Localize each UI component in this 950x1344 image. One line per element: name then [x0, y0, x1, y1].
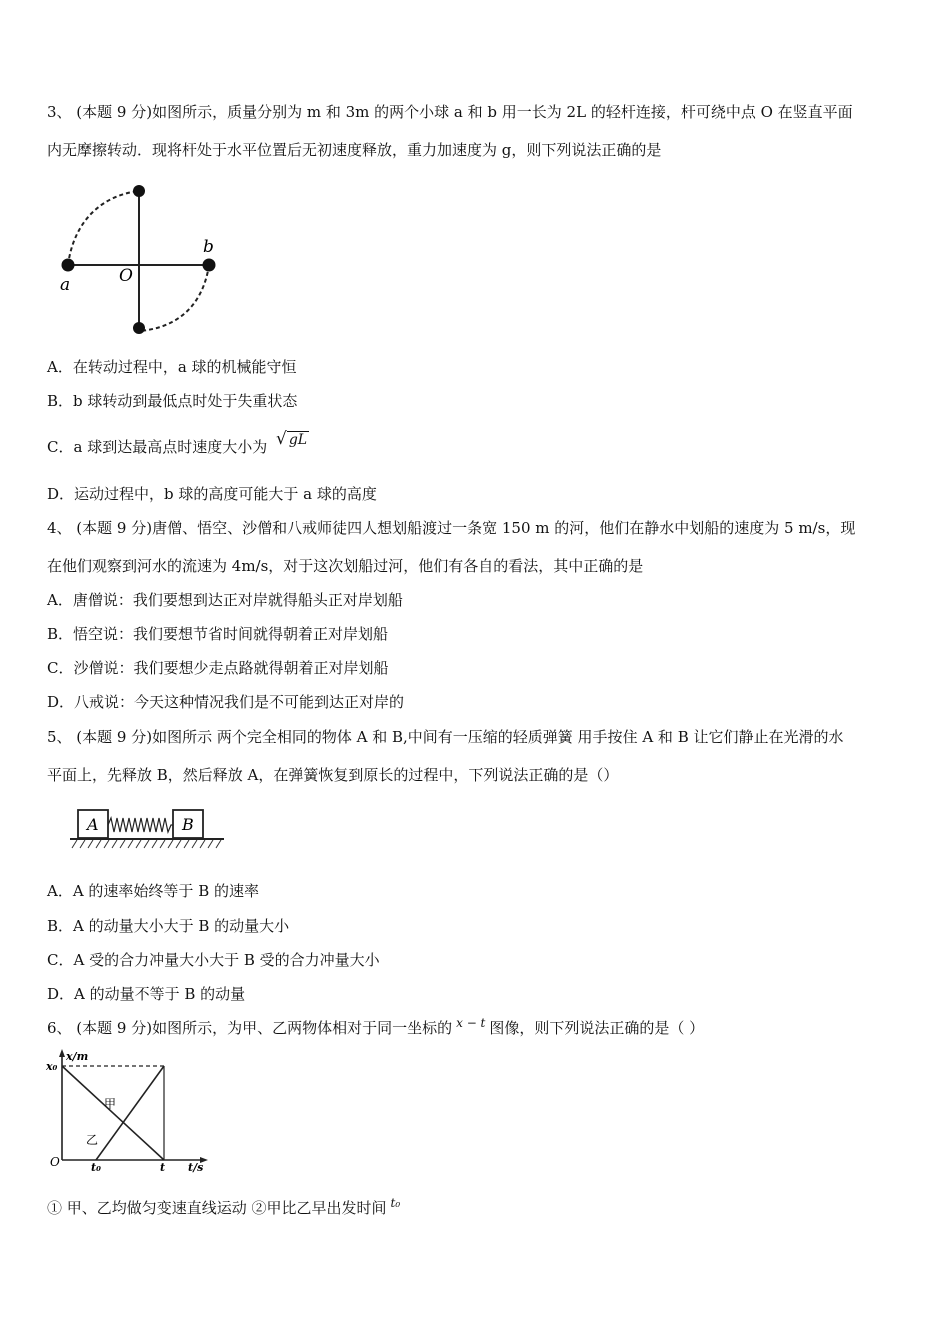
- q6-statement: [47, 1198, 400, 1219]
- q3-option-c-radicand: gL: [288, 432, 308, 448]
- q3-label-b: b: [203, 237, 214, 257]
- q6-label-ylabel: x/m: [66, 1050, 89, 1063]
- q6-label-origin: O: [50, 1155, 60, 1169]
- q3-label-o: O: [119, 266, 133, 286]
- q3-option-d: D．运动过程中，b 球的高度可能大于 a 球的高度: [47, 485, 377, 503]
- q6-statement-math: t₀: [390, 1196, 401, 1210]
- q6-stem-math: x − t: [456, 1016, 486, 1030]
- q5-label-b: B: [182, 815, 194, 834]
- q4-stem-line2: 在他们观察到河水的流速为 4m/s，对于这次划船过河，他们有各自的看法，其中正确的是: [47, 557, 644, 575]
- q3-ball-bottom: [133, 322, 145, 334]
- q4-option-b: B．悟空说：我们要想节省时间就得朝着正对岸划船: [47, 625, 389, 643]
- q5-ground-hatch: [72, 840, 221, 848]
- q6-y-axis-arrow: [59, 1049, 65, 1057]
- q6-line-jia: [62, 1066, 164, 1160]
- q5-stem-line1: 5、 (本题 9 分)如图所示 两个完全相同的物体 A 和 B,中间有一压缩的轻质弹簧 用手按住 A 和 B 让它们静止在光滑的水: [47, 728, 844, 746]
- q5-spring: [108, 818, 173, 832]
- q4-option-c: C．沙僧说：我们要想少走点路就得朝着正对岸划船: [47, 659, 389, 677]
- q6-line-yi: [96, 1066, 164, 1160]
- q3-option-a: A．在转动过程中，a 球的机械能守恒: [47, 358, 297, 376]
- q4-option-a: A．唐僧说：我们要想到达正对岸就得船头正对岸划船: [47, 591, 403, 609]
- q4-stem-line1: 4、 (本题 9 分)唐僧、悟空、沙僧和八戒师徒四人想划船渡过一条宽 150 m 的河，他们在静水中划船的速度为 5 m/s，现: [47, 519, 856, 537]
- q3-ball-top: [133, 185, 145, 197]
- q5-option-b: B．A 的动量大小大于 B 的动量大小: [47, 917, 290, 935]
- q6-label-yi: 乙: [86, 1133, 99, 1147]
- q5-option-d: D．A 的动量不等于 B 的动量: [47, 985, 246, 1003]
- q3-arc-upper: [68, 191, 139, 265]
- q3-arc-lower: [139, 265, 209, 331]
- q4-option-d: D．八戒说：今天这种情况我们是不可能到达正对岸的: [47, 693, 405, 711]
- q6-statement-text: ① 甲、乙均做匀变速直线运动 ②甲比乙早出发时间: [47, 1199, 387, 1217]
- q3-stem-line1: 3、 (本题 9 分)如图所示，质量分别为 m 和 3m 的两个小球 a 和 b 用一长为 2L 的轻杆连接，杆可绕中点 O 在竖直平面: [47, 103, 853, 121]
- q6-label-t0: t₀: [91, 1161, 101, 1174]
- q3-option-c-sqrt: √ gL: [275, 429, 308, 449]
- q5-option-c: C．A 受的合力冲量大小大于 B 受的合力冲量大小: [47, 951, 380, 969]
- q3-ball-a: [62, 259, 75, 272]
- q6-label-xlabel: t/s: [188, 1161, 204, 1174]
- q6-label-t: t: [160, 1161, 166, 1174]
- q6-label-jia: 甲: [104, 1097, 117, 1111]
- q5-label-a: A: [87, 815, 99, 834]
- q3-option-c: [47, 429, 309, 458]
- q6-stem-pre: 6、 (本题 9 分)如图所示，为甲、乙两物体相对于同一坐标的: [47, 1019, 453, 1037]
- q3-option-c-text: C．a 球到达最高点时速度大小为: [47, 438, 268, 456]
- q3-option-b: B．b 球转动到最低点时处于失重状态: [47, 392, 298, 410]
- q5-spring-blocks-figure: [68, 804, 228, 856]
- q6-xt-graph-figure: [44, 1048, 214, 1174]
- q6-stem: [47, 1018, 704, 1039]
- q3-stem-line2: 内无摩擦转动．现将杆处于水平位置后无初速度释放，重力加速度为 g，则下列说法正确的是: [47, 141, 662, 159]
- q3-label-a: a: [60, 275, 71, 295]
- q6-stem-post: 图像，则下列说法正确的是（ ）: [489, 1019, 705, 1037]
- q3-ball-b: [203, 259, 216, 272]
- q5-stem-line2: 平面上，先释放 B，然后释放 A，在弹簧恢复到原长的过程中，下列说法正确的是（）: [47, 766, 619, 784]
- q5-option-a: A．A 的速率始终等于 B 的速率: [47, 882, 259, 900]
- q6-label-x0: x₀: [46, 1060, 58, 1073]
- q3-rotating-rod-figure: [48, 180, 228, 340]
